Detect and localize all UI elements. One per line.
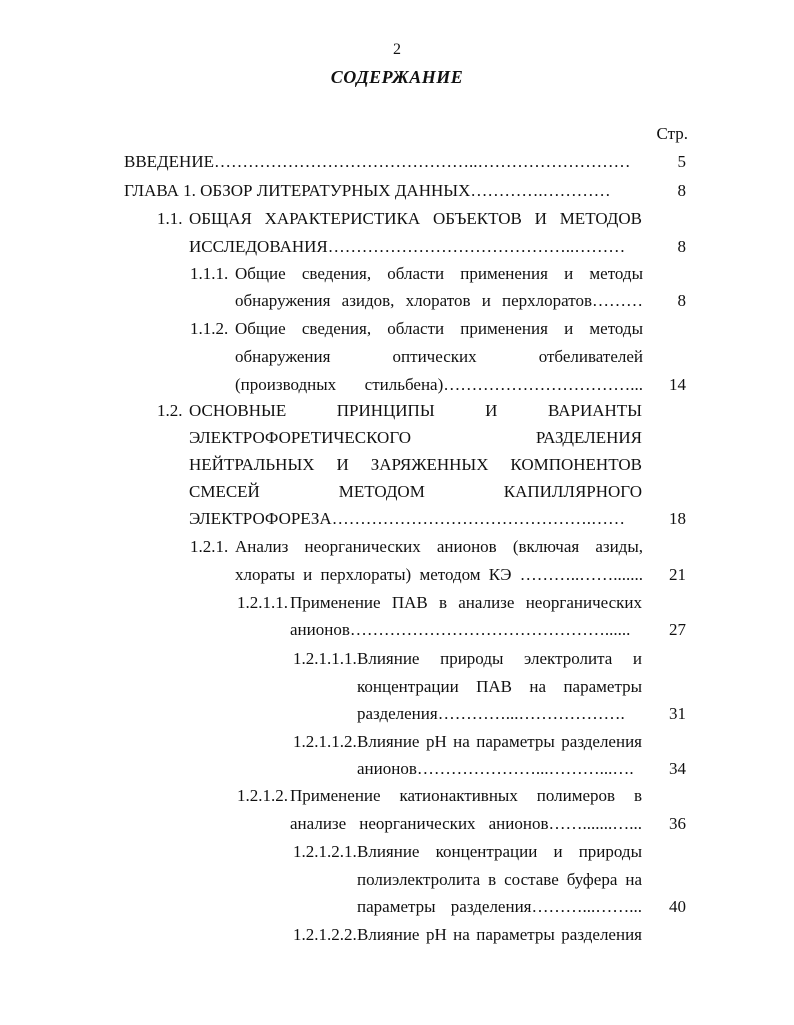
toc-entry-page: 31 [669, 704, 686, 723]
toc-entry-number: 1.1.2. [190, 319, 229, 338]
toc-entry-number: 1.2.1.2.2. [293, 925, 357, 944]
toc-entry-text[interactable]: Анализ неорганических анионов (включая азиды, [235, 537, 643, 556]
toc-entry-number: 1.1.1. [190, 264, 229, 283]
toc-entry-text[interactable]: (производных стильбена)……………………………... [235, 375, 643, 394]
toc-entry-text[interactable]: полиэлектролита в составе буфера на [357, 869, 642, 889]
toc-entry-page: 5 [677, 152, 686, 171]
toc-entry-page: 8 [677, 181, 686, 200]
toc-entry-text[interactable]: Применение катионактивных полимеров в [290, 786, 642, 805]
toc-entry-text[interactable]: СМЕСЕЙ МЕТОДОМ КАПИЛЛЯРНОГО [189, 482, 642, 501]
toc-entry-page: 14 [669, 375, 686, 394]
toc-entry-text[interactable]: Влияние pH на параметры разделения [357, 925, 642, 944]
toc-entry-text[interactable]: разделения…………...………………. [357, 704, 625, 723]
toc-entry-page: 8 [677, 237, 686, 256]
toc-entry-page: 36 [669, 814, 686, 833]
toc-entry-text[interactable]: Применение ПАВ в анализе неорганических [290, 593, 642, 612]
toc-entry-number: 1.1. [157, 209, 183, 228]
toc-entry-number: 1.2.1.1.2. [293, 732, 357, 751]
toc-entry-text[interactable]: анионов…………………...………...…. [357, 759, 634, 778]
toc-entry-text[interactable]: параметры разделения………...……... [357, 897, 642, 916]
toc-entry-text[interactable]: анионов………………………………………...... [290, 620, 631, 639]
toc-entry-text[interactable]: хлораты и перхлораты) методом КЭ ………..……....... [235, 565, 643, 584]
page-column-label: Стр. [656, 124, 688, 143]
toc-entry-number: 1.2. [157, 401, 183, 420]
toc-entry-number: 1.2.1.2. [237, 786, 288, 805]
toc-entry-text[interactable]: Влияние природы электролита и [357, 649, 642, 668]
toc-entry-number: 1.2.1.1. [237, 593, 288, 612]
toc-entry-page: 27 [669, 620, 686, 639]
toc-entry-number: 1.2.1.1.1. [293, 649, 357, 668]
toc-entry-page: 21 [669, 565, 686, 584]
toc-entry-text[interactable]: ГЛАВА 1. ОБЗОР ЛИТЕРАТУРНЫХ ДАННЫХ………….………… [124, 181, 611, 200]
toc-entry-text[interactable]: НЕЙТРАЛЬНЫХ И ЗАРЯЖЕННЫХ КОМПОНЕНТОВ [189, 455, 642, 474]
toc-entry-number: 1.2.1. [190, 537, 229, 556]
toc-entry-text[interactable]: Общие сведения, области применения и методы [235, 319, 643, 338]
toc-entry-text[interactable]: ОСНОВНЫЕ ПРИНЦИПЫ И ВАРИАНТЫ [189, 401, 642, 420]
toc-entry-text[interactable]: ОБЩАЯ ХАРАКТЕРИСТИКА ОБЪЕКТОВ И МЕТОДОВ [189, 209, 642, 228]
toc-entry-text[interactable]: Общие сведения, области применения и методы [235, 264, 643, 283]
toc-entry-text[interactable]: анализе неорганических анионов…….......…... [290, 814, 642, 833]
toc-entry-text[interactable]: ВВЕДЕНИЕ………………………………………..……………………… [124, 152, 631, 171]
toc-entry-number: 1.2.1.2.1. [293, 842, 357, 861]
toc-entry-page: 40 [669, 897, 686, 916]
toc-entry-text[interactable]: ЭЛЕКТРОФОРЕТИЧЕСКОГО РАЗДЕЛЕНИЯ [189, 428, 642, 447]
toc-entry-text[interactable]: обнаружения оптических отбеливателей [235, 347, 643, 366]
toc-entry-text[interactable]: Влияние pH на параметры разделения [357, 732, 642, 751]
toc-entry-text[interactable]: обнаружения азидов, хлоратов и перхлоратов……… [235, 291, 643, 310]
toc-entry-text[interactable]: ЭЛЕКТРОФОРЕЗА……………………………………….…… [189, 509, 625, 528]
page-title: СОДЕРЖАНИЕ [330, 67, 464, 87]
toc-entry-text[interactable]: концентрации ПАВ на параметры [357, 676, 642, 696]
page-number: 2 [393, 41, 401, 58]
toc-entry-page: 18 [669, 509, 686, 528]
toc-entry-text[interactable]: Влияние концентрации и природы [357, 842, 642, 861]
toc-entry-text[interactable]: ИССЛЕДОВАНИЯ……………………………………..……… [189, 237, 626, 256]
toc-entry-page: 34 [669, 759, 686, 778]
toc-entry-page: 8 [677, 291, 686, 310]
